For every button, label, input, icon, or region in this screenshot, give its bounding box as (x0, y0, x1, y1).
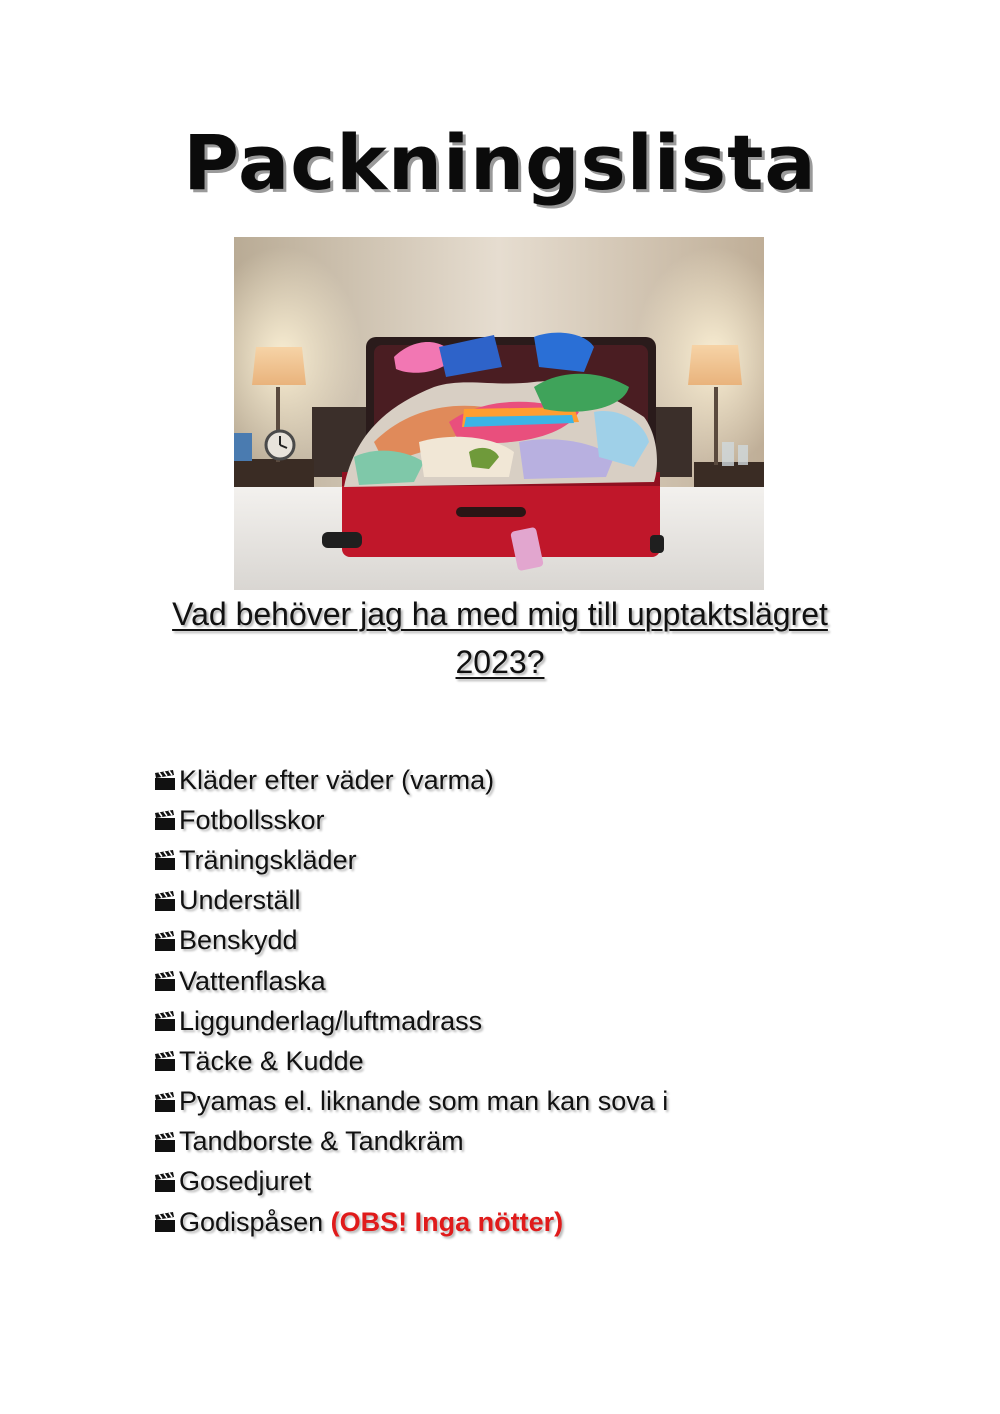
list-item (154, 1001, 668, 1041)
list-item-text: Gosedjuret (179, 1166, 312, 1197)
clapperboard-icon (154, 890, 176, 912)
list-item (154, 921, 668, 961)
subtitle-line-2: 2023? (455, 644, 545, 680)
list-item-text: Pyamas el. liknande som man kan sova i (179, 1086, 669, 1117)
list-item-text: Kläder efter väder (varma) (179, 764, 495, 795)
list-item-text: Vattenflaska (179, 965, 326, 996)
nut-warning: (OBS! Inga nötter) (330, 1206, 564, 1237)
list-item (154, 800, 668, 840)
list-item (154, 1122, 668, 1162)
clapperboard-icon (154, 1211, 176, 1233)
clapperboard-icon (154, 1131, 176, 1153)
list-item-text: Godispåsen (179, 1206, 324, 1237)
page-title: Packningslista (183, 118, 817, 207)
list-item (154, 1041, 668, 1081)
list-item-text: Täcke & Kudde (179, 1045, 364, 1076)
clapperboard-icon (154, 769, 176, 791)
suitcase-photo (234, 237, 764, 590)
list-item (154, 840, 668, 880)
list-item-text: Träningskläder (179, 844, 357, 875)
clapperboard-icon (154, 930, 176, 952)
list-item (154, 1202, 668, 1242)
list-item (154, 961, 668, 1001)
list-item (154, 1162, 668, 1202)
list-item-text: Benskydd (179, 925, 298, 956)
list-item (154, 881, 668, 921)
list-item-text: Tandborste & Tandkräm (179, 1126, 464, 1157)
clapperboard-icon (154, 970, 176, 992)
list-item-text: Liggunderlag/luftmadrass (179, 1005, 483, 1036)
clapperboard-icon (154, 849, 176, 871)
list-item-text: Underställ (179, 885, 301, 916)
packing-list (154, 760, 668, 1242)
list-item-text: Fotbollsskor (179, 804, 325, 835)
clapperboard-icon (154, 1091, 176, 1113)
clapperboard-icon (154, 1010, 176, 1032)
subtitle (100, 590, 900, 686)
list-item (154, 760, 668, 800)
clapperboard-icon (154, 809, 176, 831)
list-item (154, 1082, 668, 1122)
clapperboard-icon (154, 1050, 176, 1072)
clapperboard-icon (154, 1171, 176, 1193)
subtitle-line-1: Vad behöver jag ha med mig till upptaktslägret (172, 596, 828, 632)
